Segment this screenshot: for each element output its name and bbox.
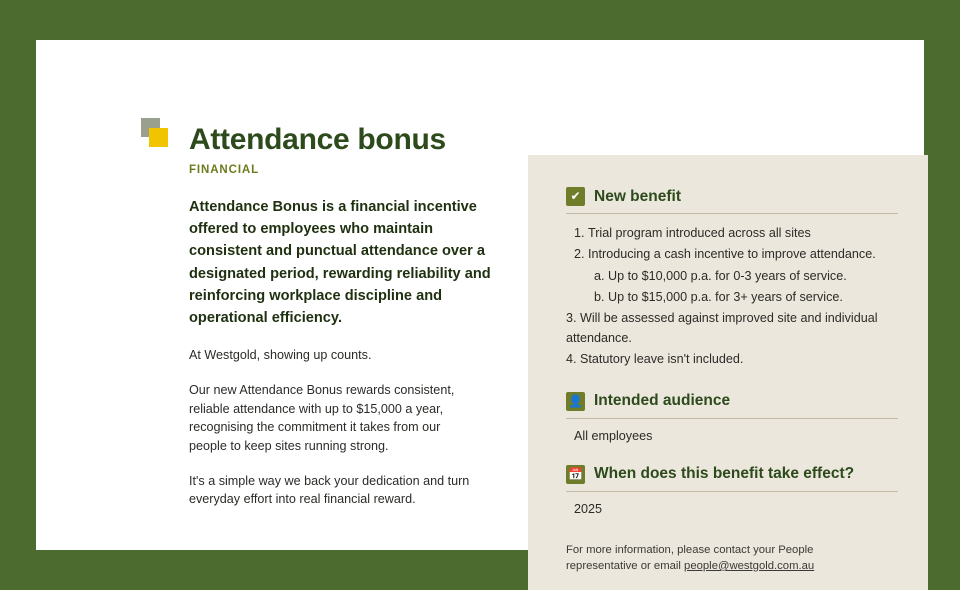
list-item: 3. Will be assessed against improved site and individual attendance. <box>566 309 898 348</box>
section-title-effect-date: When does this benefit take effect? <box>594 465 854 483</box>
footer-note <box>566 542 834 575</box>
section-intended-audience <box>566 392 898 443</box>
section-header-effect-date <box>566 465 898 492</box>
calendar-icon: 📅 <box>566 465 585 484</box>
footer-note-text: For more information, please contact your People representative or email <box>566 544 813 572</box>
lead-paragraph: Attendance Bonus is a financial incentive offered to employees who maintain consistent and punctual attendance over a designated period, rewarding reliability and reinforcing workplace discipline and operational efficiency. <box>189 196 491 329</box>
body-paragraph-3: It's a simple way we back your dedication and turn everyday effort into real financial reward. <box>189 472 481 509</box>
list-item: 1. Trial program introduced across all sites <box>588 224 898 244</box>
benefit-list <box>566 224 898 307</box>
section-header-intended-audience <box>566 392 898 419</box>
title-row <box>141 118 471 162</box>
document-category: FINANCIAL <box>189 164 471 176</box>
body-paragraph-2: Our new Attendance Bonus rewards consistent, reliable attendance with up to $15,000 a year, recognising the commitment it takes from our people to keep sites running strong. <box>189 381 481 455</box>
person-icon: 👤 <box>566 392 585 411</box>
document-left-column <box>141 118 471 509</box>
page-title: Attendance bonus <box>189 124 446 156</box>
contact-email-link[interactable]: people@westgold.com.au <box>684 560 814 572</box>
section-header-new-benefit <box>566 187 898 214</box>
benefit-sub-list <box>588 267 898 307</box>
effect-date-value: 2025 <box>574 502 898 516</box>
body-paragraph-1: At Westgold, showing up counts. <box>189 346 481 364</box>
list-item: b. Up to $15,000 p.a. for 3+ years of service. <box>608 288 898 308</box>
section-title-new-benefit: New benefit <box>594 188 681 206</box>
logo-square-yellow <box>149 128 168 147</box>
list-item: 4. Statutory leave isn't included. <box>566 350 898 370</box>
list-item: a. Up to $10,000 p.a. for 0-3 years of service. <box>608 267 898 287</box>
check-icon: ✔ <box>566 187 585 206</box>
intended-audience-value: All employees <box>574 429 898 443</box>
summary-panel <box>528 155 928 590</box>
section-title-intended-audience: Intended audience <box>594 392 730 410</box>
list-item: 2. Introducing a cash incentive to improve attendance. <box>588 245 898 265</box>
document-sheet <box>36 40 924 550</box>
section-body-new-benefit <box>566 224 898 370</box>
westgold-logo-icon <box>141 118 181 152</box>
section-effect-date <box>566 465 898 516</box>
